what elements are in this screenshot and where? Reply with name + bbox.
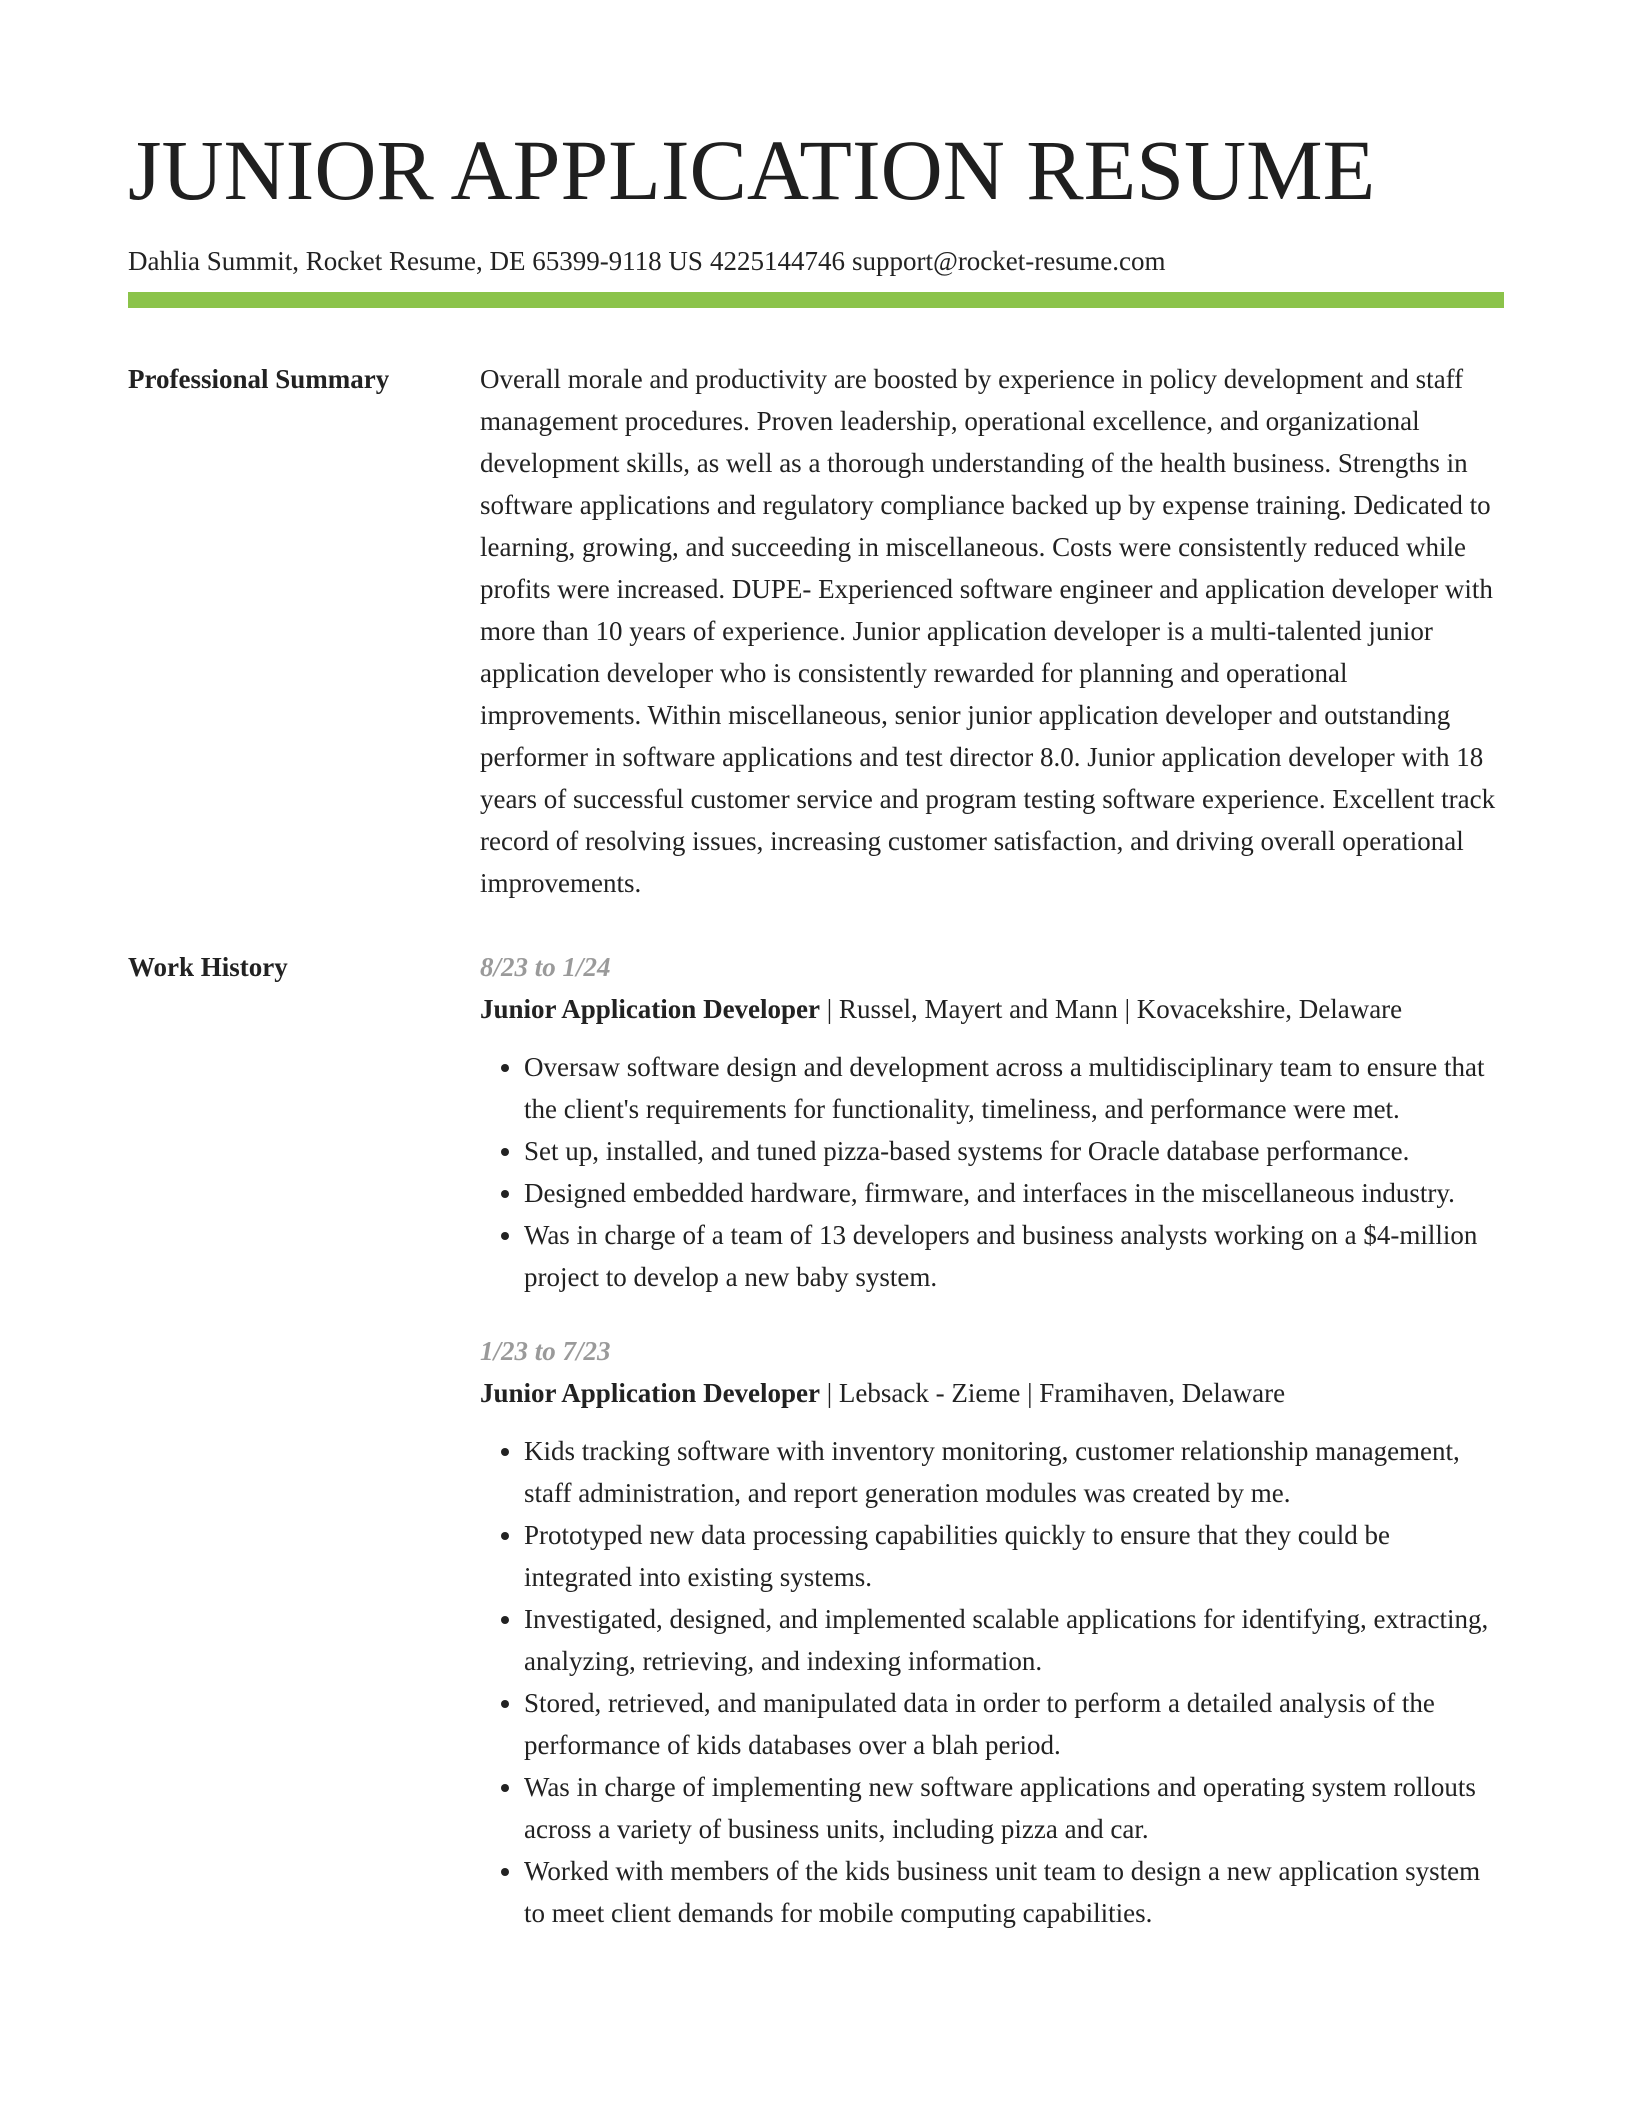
job-entry <box>480 1330 1504 1934</box>
work-history-section <box>128 946 1504 1966</box>
section-label-work-history: Work History <box>128 952 288 982</box>
job-employer-location: | Russel, Mayert and Mann | Kovacekshire, Delaware <box>820 994 1403 1024</box>
contact-line <box>128 244 1504 278</box>
contact-address: Dahlia Summit, Rocket Resume, DE 65399-9118 US <box>128 246 703 276</box>
contact-email: support@rocket-resume.com <box>851 246 1166 276</box>
professional-summary-section <box>128 358 1504 904</box>
job-bullet: • Was in charge of implementing new software applications and operating system rollouts across a variety of business units, including pizza and car. <box>524 1766 1504 1850</box>
job-heading <box>480 988 1504 1030</box>
job-bullet: • Stored, retrieved, and manipulated data in order to perform a detailed analysis of the performance of kids databases over a blah period. <box>524 1682 1504 1766</box>
job-bullet: • Designed embedded hardware, firmware, and interfaces in the miscellaneous industry. <box>524 1172 1504 1214</box>
job-bullet-list <box>480 1430 1504 1934</box>
job-bullet: • Prototyped new data processing capabilities quickly to ensure that they could be integrated into existing systems. <box>524 1514 1504 1598</box>
job-employer-location: | Lebsack - Zieme | Framihaven, Delaware <box>820 1378 1286 1408</box>
job-heading <box>480 1372 1504 1414</box>
summary-body <box>480 358 1504 904</box>
resume-title: JUNIOR APPLICATION RESUME <box>128 122 1376 218</box>
job-dates: 1/23 to 7/23 <box>480 1336 611 1366</box>
work-history-body <box>480 946 1504 1966</box>
resume-page <box>128 118 1504 1966</box>
job-entry <box>480 946 1504 1298</box>
section-label-summary: Professional Summary <box>128 364 390 394</box>
job-title: Junior Application Developer <box>480 1378 821 1408</box>
summary-text: Overall morale and productivity are boosted by experience in policy development and staff management procedures. Proven leadership, operational excellence, and organizational development skills, as well as a thorough understanding of the health business. Strengths in software applications and regulatory compliance backed up by expense training. Dedicated to learning, growing, and succeeding in miscellaneous. Costs were consistently reduced while profits were increased. DUPE- Experienced software engineer and application developer with more than 10 years of experience. Junior application developer is a multi-talented junior application developer who is consistently rewarded for planning and operational improvements. Within miscellaneous, senior junior application developer and outstanding performer in software applications and test director 8.0. Junior application developer with 18 years of successful customer service and program testing software experience. Excellent track record of resolving issues, increasing customer satisfaction, and driving overall operational improvements. <box>480 364 1496 898</box>
job-bullet-list <box>480 1046 1504 1298</box>
job-dates: 8/23 to 1/24 <box>480 952 611 982</box>
job-title: Junior Application Developer <box>480 994 821 1024</box>
job-bullet: • Investigated, designed, and implemented scalable applications for identifying, extracting, analyzing, retrieving, and indexing information. <box>524 1598 1504 1682</box>
contact-phone: 4225144746 <box>709 246 845 276</box>
job-bullet: • Set up, installed, and tuned pizza-based systems for Oracle database performance. <box>524 1130 1504 1172</box>
job-bullet: • Worked with members of the kids business unit team to design a new application system to meet client demands for mobile computing capabilities. <box>524 1850 1504 1934</box>
job-bullet: • Was in charge of a team of 13 developers and business analysts working on a $4-million project to develop a new baby system. <box>524 1214 1504 1298</box>
job-bullet: • Oversaw software design and development across a multidisciplinary team to ensure that the client's requirements for functionality, timeliness, and performance were met. <box>524 1046 1504 1130</box>
accent-divider <box>128 292 1504 308</box>
job-bullet: • Kids tracking software with inventory monitoring, customer relationship management, staff administration, and report generation modules was created by me. <box>524 1430 1504 1514</box>
